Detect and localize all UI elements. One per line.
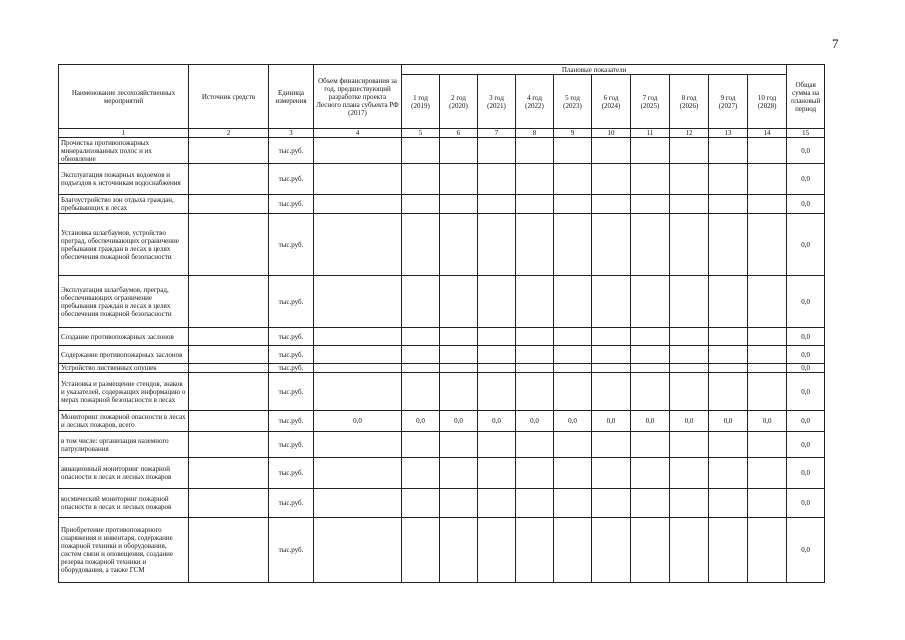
row-year-value xyxy=(402,518,440,583)
row-year-value xyxy=(670,138,709,164)
column-number: 2 xyxy=(189,129,269,138)
row-year-value xyxy=(748,276,787,328)
row-year-value xyxy=(748,373,787,411)
row-year-value xyxy=(478,328,516,346)
row-year-value xyxy=(402,214,440,276)
header-year: 10 год (2028) xyxy=(748,75,787,129)
row-year-value xyxy=(592,346,631,364)
row-year-value xyxy=(670,364,709,373)
row-unit: тыс.руб. xyxy=(269,458,314,489)
row-source xyxy=(189,373,269,411)
row-year-value xyxy=(709,432,748,458)
row-year-value xyxy=(554,164,592,195)
row-name: космический мониторинг пожарной опасности в лесах и лесных пожаров xyxy=(59,489,189,518)
table-row xyxy=(59,489,825,518)
table-row xyxy=(59,276,825,328)
column-number: 14 xyxy=(748,129,787,138)
row-year-value xyxy=(631,432,670,458)
header-source: Источник средств xyxy=(189,65,269,129)
header-year: 9 год (2027) xyxy=(709,75,748,129)
row-volume xyxy=(314,195,402,214)
row-name: Благоустройство зон отдыха граждан, пребывающих в лесах xyxy=(59,195,189,214)
row-year-value xyxy=(631,214,670,276)
row-year-value xyxy=(402,276,440,328)
row-volume xyxy=(314,138,402,164)
row-year-value xyxy=(709,364,748,373)
row-year-value xyxy=(748,195,787,214)
row-name: Содержание противопожарных заслонов xyxy=(59,346,189,364)
row-year-value xyxy=(402,195,440,214)
row-total: 0,0 xyxy=(787,364,825,373)
row-year-value xyxy=(554,518,592,583)
row-year-value xyxy=(554,214,592,276)
row-year-value xyxy=(478,489,516,518)
row-volume xyxy=(314,328,402,346)
row-year-value xyxy=(478,373,516,411)
row-year-value xyxy=(516,276,554,328)
row-unit: тыс.руб. xyxy=(269,164,314,195)
column-number: 3 xyxy=(269,129,314,138)
table-row xyxy=(59,518,825,583)
row-unit: тыс.руб. xyxy=(269,328,314,346)
row-source xyxy=(189,195,269,214)
row-total: 0,0 xyxy=(787,373,825,411)
row-year-value: 0,0 xyxy=(748,411,787,432)
row-year-value: 0,0 xyxy=(592,411,631,432)
row-year-value xyxy=(592,328,631,346)
row-year-value xyxy=(631,489,670,518)
table-row xyxy=(59,164,825,195)
row-year-value xyxy=(554,138,592,164)
table-row xyxy=(59,138,825,164)
row-year-value xyxy=(478,364,516,373)
row-year-value xyxy=(440,489,478,518)
table-row xyxy=(59,364,825,373)
row-year-value xyxy=(631,364,670,373)
row-year-value xyxy=(670,458,709,489)
row-year-value xyxy=(402,432,440,458)
table-row xyxy=(59,214,825,276)
row-year-value xyxy=(516,458,554,489)
row-source xyxy=(189,458,269,489)
row-year-value xyxy=(592,214,631,276)
row-year-value xyxy=(554,276,592,328)
row-year-value xyxy=(440,328,478,346)
row-name: Эксплуатация пожарных водоемов и подъездов к источникам водоснабжения xyxy=(59,164,189,195)
row-unit: тыс.руб. xyxy=(269,411,314,432)
row-total: 0,0 xyxy=(787,214,825,276)
header-year: 6 год (2024) xyxy=(592,75,631,129)
row-year-value xyxy=(554,364,592,373)
row-year-value xyxy=(670,518,709,583)
row-year-value xyxy=(631,458,670,489)
row-year-value xyxy=(592,164,631,195)
row-unit: тыс.руб. xyxy=(269,518,314,583)
row-year-value xyxy=(402,138,440,164)
column-number: 5 xyxy=(402,129,440,138)
row-name: Устройство лиственных опушек xyxy=(59,364,189,373)
row-year-value xyxy=(440,164,478,195)
row-year-value: 0,0 xyxy=(631,411,670,432)
row-year-value xyxy=(478,214,516,276)
row-source xyxy=(189,364,269,373)
row-year-value xyxy=(516,518,554,583)
row-year-value xyxy=(402,364,440,373)
row-source xyxy=(189,214,269,276)
row-name: Эксплуатация шлагбаумов, преград, обеспечивающих ограничение пребывания граждан в лесах в целях обеспечения пожарной безопасности xyxy=(59,276,189,328)
row-year-value xyxy=(709,328,748,346)
row-year-value xyxy=(592,518,631,583)
row-total: 0,0 xyxy=(787,458,825,489)
row-unit: тыс.руб. xyxy=(269,489,314,518)
row-unit: тыс.руб. xyxy=(269,364,314,373)
row-year-value xyxy=(554,489,592,518)
row-year-value xyxy=(631,346,670,364)
row-volume xyxy=(314,432,402,458)
row-year-value xyxy=(478,195,516,214)
header-year: 5 год (2023) xyxy=(554,75,592,129)
row-year-value xyxy=(748,518,787,583)
row-unit: тыс.руб. xyxy=(269,276,314,328)
row-total: 0,0 xyxy=(787,328,825,346)
row-year-value xyxy=(670,214,709,276)
row-year-value xyxy=(402,328,440,346)
column-number: 6 xyxy=(440,129,478,138)
row-year-value xyxy=(516,164,554,195)
row-source xyxy=(189,432,269,458)
row-year-value xyxy=(440,276,478,328)
row-year-value xyxy=(554,195,592,214)
table-row xyxy=(59,458,825,489)
row-year-value xyxy=(748,328,787,346)
row-year-value: 0,0 xyxy=(516,411,554,432)
row-year-value: 0,0 xyxy=(554,411,592,432)
row-year-value xyxy=(709,214,748,276)
row-year-value xyxy=(478,138,516,164)
row-unit: тыс.руб. xyxy=(269,432,314,458)
row-year-value xyxy=(592,432,631,458)
row-year-value xyxy=(631,276,670,328)
row-year-value xyxy=(478,164,516,195)
row-year-value xyxy=(478,276,516,328)
row-year-value xyxy=(592,138,631,164)
column-number: 11 xyxy=(631,129,670,138)
column-number: 9 xyxy=(554,129,592,138)
row-year-value xyxy=(440,364,478,373)
row-year-value xyxy=(440,214,478,276)
row-year-value xyxy=(402,458,440,489)
column-number: 4 xyxy=(314,129,402,138)
row-year-value xyxy=(709,346,748,364)
row-source xyxy=(189,328,269,346)
column-number: 1 xyxy=(59,129,189,138)
header-year: 2 год (2020) xyxy=(440,75,478,129)
row-year-value xyxy=(478,518,516,583)
header-year: 1 год (2019) xyxy=(402,75,440,129)
table-row xyxy=(59,195,825,214)
row-source xyxy=(189,518,269,583)
row-unit: тыс.руб. xyxy=(269,214,314,276)
row-year-value xyxy=(631,373,670,411)
row-year-value xyxy=(709,458,748,489)
page-number: 7 xyxy=(832,36,839,51)
row-year-value xyxy=(709,518,748,583)
row-year-value xyxy=(516,489,554,518)
row-year-value xyxy=(709,138,748,164)
row-year-value xyxy=(748,346,787,364)
row-volume xyxy=(314,489,402,518)
row-year-value xyxy=(709,195,748,214)
row-total: 0,0 xyxy=(787,195,825,214)
row-volume xyxy=(314,518,402,583)
table-row xyxy=(59,346,825,364)
row-year-value xyxy=(554,432,592,458)
row-year-value xyxy=(554,373,592,411)
row-year-value xyxy=(516,364,554,373)
row-name: Установка шлагбаумов, устройство преград, обеспечивающих ограничение пребывания граждан в лесах в целях обеспечения пожарной безопасности xyxy=(59,214,189,276)
column-number: 10 xyxy=(592,129,631,138)
row-year-value xyxy=(478,346,516,364)
row-year-value: 0,0 xyxy=(670,411,709,432)
row-year-value xyxy=(670,164,709,195)
column-number: 13 xyxy=(709,129,748,138)
forest-fire-measures-table xyxy=(58,64,825,583)
row-year-value xyxy=(631,518,670,583)
row-year-value xyxy=(592,364,631,373)
table-row xyxy=(59,328,825,346)
column-number: 7 xyxy=(478,129,516,138)
header-year: 8 год (2026) xyxy=(670,75,709,129)
header-planned: Плановые показатели xyxy=(402,65,787,75)
row-year-value xyxy=(748,458,787,489)
row-name: авиационный мониторинг пожарной опасности в лесах и лесных пожаров xyxy=(59,458,189,489)
row-year-value xyxy=(709,164,748,195)
row-year-value xyxy=(670,346,709,364)
row-year-value xyxy=(592,458,631,489)
row-source xyxy=(189,411,269,432)
row-volume xyxy=(314,373,402,411)
row-year-value xyxy=(516,138,554,164)
row-total: 0,0 xyxy=(787,346,825,364)
row-year-value xyxy=(516,432,554,458)
row-volume xyxy=(314,164,402,195)
row-unit: тыс.руб. xyxy=(269,195,314,214)
row-source xyxy=(189,164,269,195)
row-year-value xyxy=(631,195,670,214)
row-year-value xyxy=(478,432,516,458)
row-source xyxy=(189,489,269,518)
row-volume xyxy=(314,276,402,328)
row-year-value xyxy=(440,458,478,489)
row-unit: тыс.руб. xyxy=(269,346,314,364)
row-year-value xyxy=(631,164,670,195)
header-year: 3 год (2021) xyxy=(478,75,516,129)
row-name: Установка и размещение стендов, знаков и указателей, содержащих информацию о мерах пожарной безопасности в лесах xyxy=(59,373,189,411)
row-year-value xyxy=(554,458,592,489)
row-year-value xyxy=(402,346,440,364)
row-total: 0,0 xyxy=(787,138,825,164)
row-year-value xyxy=(440,195,478,214)
header-year: 4 год (2022) xyxy=(516,75,554,129)
row-total: 0,0 xyxy=(787,411,825,432)
row-year-value xyxy=(516,328,554,346)
row-year-value xyxy=(748,432,787,458)
row-year-value xyxy=(402,164,440,195)
row-year-value xyxy=(709,373,748,411)
row-year-value xyxy=(748,489,787,518)
row-source xyxy=(189,346,269,364)
header-year: 7 год (2025) xyxy=(631,75,670,129)
row-source xyxy=(189,276,269,328)
row-year-value xyxy=(402,373,440,411)
row-year-value xyxy=(440,346,478,364)
row-year-value xyxy=(670,328,709,346)
column-number: 12 xyxy=(670,129,709,138)
row-year-value xyxy=(516,214,554,276)
row-volume: 0,0 xyxy=(314,411,402,432)
row-year-value xyxy=(748,164,787,195)
table-row xyxy=(59,411,825,432)
row-year-value xyxy=(402,489,440,518)
row-year-value xyxy=(440,432,478,458)
column-number: 15 xyxy=(787,129,825,138)
row-name: Прочистка противопожарных минерализованных полос и их обновление xyxy=(59,138,189,164)
row-total: 0,0 xyxy=(787,276,825,328)
row-source xyxy=(189,138,269,164)
row-year-value: 0,0 xyxy=(402,411,440,432)
row-name: Мониторинг пожарной опасности в лесах и лесных пожаров, всего xyxy=(59,411,189,432)
header-unit: Единица измерения xyxy=(269,65,314,129)
row-volume xyxy=(314,346,402,364)
row-unit: тыс.руб. xyxy=(269,138,314,164)
header-total: Общая сумма на плановый период xyxy=(787,65,825,129)
row-year-value xyxy=(670,489,709,518)
row-total: 0,0 xyxy=(787,164,825,195)
row-year-value xyxy=(709,276,748,328)
row-year-value: 0,0 xyxy=(709,411,748,432)
row-year-value xyxy=(748,138,787,164)
row-year-value xyxy=(670,195,709,214)
row-year-value: 0,0 xyxy=(478,411,516,432)
row-year-value xyxy=(748,214,787,276)
row-year-value xyxy=(478,458,516,489)
row-volume xyxy=(314,458,402,489)
header-volume: Объем финансирования за год, предшествующий разработке проекта Лесного плана субъекта РФ (2017) xyxy=(314,65,402,129)
row-volume xyxy=(314,364,402,373)
row-year-value xyxy=(440,138,478,164)
row-year-value xyxy=(592,489,631,518)
header-name: Наименование лесохозяйственных мероприятий xyxy=(59,65,189,129)
column-number: 8 xyxy=(516,129,554,138)
row-year-value xyxy=(440,518,478,583)
row-name: в том числе: организация наземного патрулирования xyxy=(59,432,189,458)
row-year-value xyxy=(440,373,478,411)
row-year-value xyxy=(748,364,787,373)
row-year-value xyxy=(516,373,554,411)
row-name: Создание противопожарных заслонов xyxy=(59,328,189,346)
row-total: 0,0 xyxy=(787,432,825,458)
row-year-value xyxy=(592,276,631,328)
table-row xyxy=(59,432,825,458)
row-year-value xyxy=(709,489,748,518)
row-total: 0,0 xyxy=(787,489,825,518)
row-year-value xyxy=(516,346,554,364)
row-name: Приобретение противопожарного снаряжения и инвентаря, содержание пожарной техники и оборудования, систем связи и оповещения, создание резерва пожарной техники и оборудования, а также ГСМ xyxy=(59,518,189,583)
row-year-value xyxy=(670,432,709,458)
row-year-value xyxy=(592,195,631,214)
row-year-value xyxy=(592,373,631,411)
table-row xyxy=(59,373,825,411)
row-year-value xyxy=(554,346,592,364)
row-unit: тыс.руб. xyxy=(269,373,314,411)
row-year-value: 0,0 xyxy=(440,411,478,432)
row-year-value xyxy=(516,195,554,214)
row-year-value xyxy=(554,328,592,346)
row-year-value xyxy=(670,373,709,411)
row-volume xyxy=(314,214,402,276)
row-year-value xyxy=(631,328,670,346)
row-year-value xyxy=(670,276,709,328)
row-year-value xyxy=(631,138,670,164)
row-total: 0,0 xyxy=(787,518,825,583)
